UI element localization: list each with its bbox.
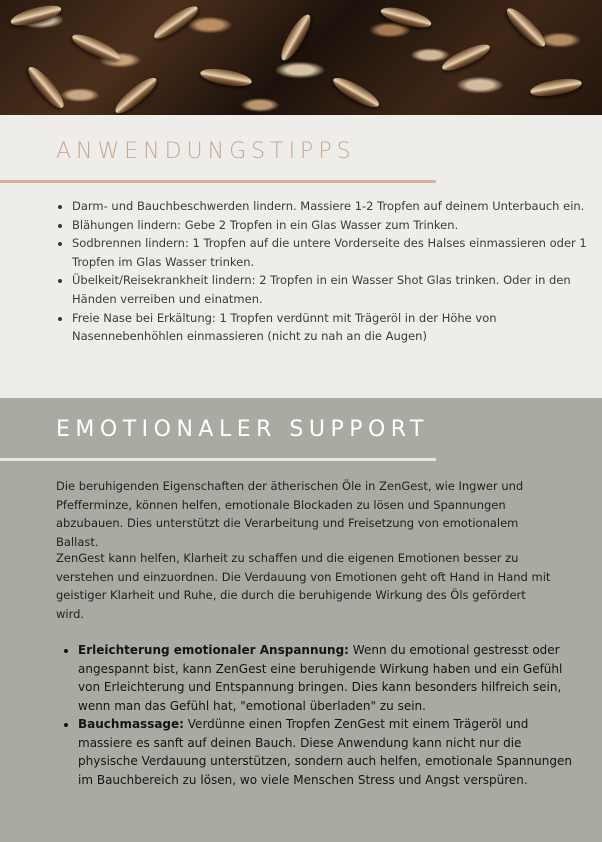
list-item: • Übelkeit/Reisekrankheit lindern: 2 Tropfen in ein Wasser Shot Glas trinken. Oder in den Händen verreiben und einatmen. [72,271,587,308]
seed-shape [330,73,383,112]
seed-shape [502,4,549,51]
support-bullets [62,641,578,789]
seed-shape [24,63,69,112]
seed-shape [199,66,253,90]
seed-shape [9,2,63,30]
seed-shape [529,76,583,100]
list-item [78,715,578,789]
support-paragraph-1: Die beruhigenden Eigenschaften der ätherischen Öle in ZenGest, wie Ingwer und Pfefferminze, können helfen, emotionale Blockaden zu lösen und Spannungen abzubauen. Dies unterstützt die Verarbeitung und Freisetzung von emotionalem Ballast. [56,479,524,549]
support-paragraph-2: ZenGest kann helfen, Klarheit zu schaffen und die eigenen Emotionen besser zu verstehen und einzuordnen. Die Verdauung von Emotionen geht oft Hand in Hand mit geistiger Klarheit und Ruhe, die durch die beruhigende Wirkung des Öls gefördert wird. [56,551,551,621]
seed-shape [379,4,433,32]
bullet-title: Bauchmassage: [78,717,184,731]
hero-image-caraway-seeds [0,0,602,115]
bullet-title: Erleichterung emotionaler Anspannung: [78,643,349,657]
tips-divider [0,180,436,183]
seed-shape [277,11,316,64]
list-item: • Sodbrennen lindern: 1 Tropfen auf die untere Vorderseite des Halses einmassieren oder 1 Tropfen im Glas Wasser trinken. [72,234,587,271]
seed-shape [111,73,160,115]
tips-list [56,197,587,346]
list-item: • Blähungen lindern: Gebe 2 Tropfen in ein Glas Wasser zum Trinken. [72,216,587,235]
seed-shape [439,40,492,76]
list-item: • Darm- und Bauchbeschwerden lindern. Massiere 1-2 Tropfen auf deinem Unterbauch ein. [72,197,587,216]
bullet-text: Verdünne einen Tropfen ZenGest mit einem Trägeröl und massiere es sanft auf deinen Bauch. Diese Anwendung kann nicht nur die physische Verdauung unterstützen, sondern auch helfen, emotionale Spannungen im Bauchbereich zu lösen, wo viele Menschen Stress und Angst verspüren. [78,717,572,787]
support-heading: EMOTIONALER SUPPORT [56,417,429,442]
support-divider [0,458,436,461]
tips-heading: ANWENDUNGSTIPPS [56,139,356,164]
list-item [78,641,578,715]
list-item: • Freie Nase bei Erkältung: 1 Tropfen verdünnt mit Trägeröl in der Höhe von Nasennebenhöhlen einmassieren (nicht zu nah an die Augen) [72,309,587,346]
seed-shape [150,1,201,43]
seed-shape [69,30,122,66]
bullet-text: Wenn du emotional gestresst oder angespannt bist, kann ZenGest eine beruhigende Wirkung haben und ein Gefühl von Erleichterung und Entspannung bringen. Dies kann besonders hilfreich sein, wenn man das Gefühl hat, "emotional überladen" zu sein. [78,643,563,713]
